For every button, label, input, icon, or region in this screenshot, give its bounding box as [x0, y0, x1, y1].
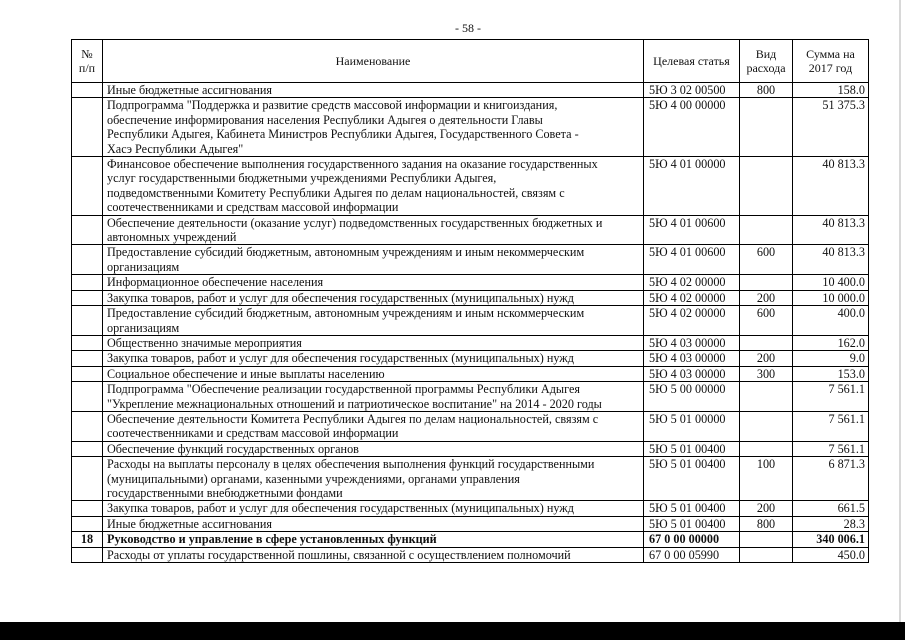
table-row: [72, 335, 869, 350]
table-row: [72, 441, 869, 456]
row-expense-type: [740, 157, 793, 216]
row-code: 5Ю 3 02 00500: [644, 83, 740, 98]
row-name: Обеспечение функций государственных органов: [103, 441, 644, 456]
row-expense-type: [740, 532, 793, 547]
row-expense-type: 100: [740, 457, 793, 501]
row-sum: 28.3: [793, 516, 869, 531]
row-number: [72, 83, 103, 98]
row-number: [72, 501, 103, 516]
row-name: Закупка товаров, работ и услуг для обеспечения государственных (муниципальных) нужд: [103, 501, 644, 516]
table-row: [72, 83, 869, 98]
row-code: 5Ю 5 01 00400: [644, 457, 740, 501]
row-code: 5Ю 4 02 00000: [644, 290, 740, 305]
row-expense-type: 200: [740, 501, 793, 516]
row-expense-type: 800: [740, 516, 793, 531]
row-name: Расходы на выплаты персоналу в целях обеспечения выполнения функций государственными (муниципальными) органами, казенными учреждениями, органами управления государственными внебюджетными фондами: [103, 457, 644, 501]
row-expense-type: 600: [740, 245, 793, 275]
row-code: 5Ю 5 01 00000: [644, 411, 740, 441]
row-expense-type: 200: [740, 351, 793, 366]
row-name: Финансовое обеспечение выполнения государственного задания на оказание государственных услуг государственными бюджетными учреждениями Республики Адыгея, подведомственными Комитету Республики Адыгея по делам национальностей, связям с соотечественниками и средствам массовой информации: [103, 157, 644, 216]
row-number: [72, 157, 103, 216]
row-expense-type: [740, 547, 793, 562]
row-code: 5Ю 4 01 00000: [644, 157, 740, 216]
row-code: 5Ю 4 02 00000: [644, 275, 740, 290]
row-name: Обеспечение деятельности (оказание услуг) подведомственных государственных бюджетных и автономных учреждений: [103, 215, 644, 245]
row-sum: 40 813.3: [793, 245, 869, 275]
row-sum: 153.0: [793, 366, 869, 381]
row-code: 5Ю 4 01 00600: [644, 245, 740, 275]
row-name: Информационное обеспечение населения: [103, 275, 644, 290]
row-name: Закупка товаров, работ и услуг для обеспечения государственных (муниципальных) нужд: [103, 351, 644, 366]
row-number: [72, 382, 103, 412]
row-expense-type: [740, 441, 793, 456]
row-sum: 7 561.1: [793, 441, 869, 456]
row-sum: 10 400.0: [793, 275, 869, 290]
row-sum: 51 375.3: [793, 98, 869, 157]
table-row: [72, 501, 869, 516]
row-sum: 7 561.1: [793, 382, 869, 412]
table-row-section: [72, 532, 869, 547]
row-name: Общественно значимые мероприятия: [103, 335, 644, 350]
row-expense-type: [740, 411, 793, 441]
header-code: Целевая статья: [644, 40, 740, 83]
row-number: [72, 366, 103, 381]
row-sum: 162.0: [793, 335, 869, 350]
row-number: [72, 275, 103, 290]
row-sum: 450.0: [793, 547, 869, 562]
table-row: [72, 516, 869, 531]
row-number: [72, 290, 103, 305]
row-sum: 7 561.1: [793, 411, 869, 441]
row-expense-type: [740, 215, 793, 245]
table-header-row: [72, 40, 869, 83]
row-number: [72, 516, 103, 531]
row-expense-type: [740, 335, 793, 350]
row-name: Расходы от уплаты государственной пошлины, связанной с осуществлением полномочий: [103, 547, 644, 562]
row-expense-type: [740, 275, 793, 290]
row-sum: 9.0: [793, 351, 869, 366]
row-sum: 661.5: [793, 501, 869, 516]
row-name: Социальное обеспечение и иные выплаты населению: [103, 366, 644, 381]
row-number: 18: [72, 532, 103, 547]
row-name: Иные бюджетные ассигнования: [103, 83, 644, 98]
row-number: [72, 245, 103, 275]
table-row: [72, 245, 869, 275]
header-sum: Сумма на 2017 год: [793, 40, 869, 83]
row-code: 5Ю 4 03 00000: [644, 335, 740, 350]
row-code: 5Ю 4 03 00000: [644, 351, 740, 366]
row-code: 67 0 00 00000: [644, 532, 740, 547]
row-code: 5Ю 5 01 00400: [644, 501, 740, 516]
row-code: 5Ю 5 01 00400: [644, 441, 740, 456]
row-number: [72, 457, 103, 501]
row-sum: 400.0: [793, 306, 869, 336]
row-sum: 10 000.0: [793, 290, 869, 305]
row-expense-type: 800: [740, 83, 793, 98]
budget-table: [71, 39, 869, 563]
table-row: [72, 547, 869, 562]
page-number: - 58 -: [455, 21, 481, 35]
row-expense-type: 300: [740, 366, 793, 381]
table-row: [72, 98, 869, 157]
row-name: Подпрограмма "Обеспечение реализации государственной программы Республики Адыгея "Укрепление межнациональных отношений и патриотическое воспитание" на 2014 - 2020 годы: [103, 382, 644, 412]
table-row: [72, 275, 869, 290]
row-number: [72, 547, 103, 562]
row-sum: 158.0: [793, 83, 869, 98]
table-row: [72, 411, 869, 441]
scan-edge-shadow: [899, 0, 901, 622]
row-expense-type: 200: [740, 290, 793, 305]
row-code: 5Ю 4 02 00000: [644, 306, 740, 336]
header-number: № п/п: [72, 40, 103, 83]
row-sum: 340 006.1: [793, 532, 869, 547]
header-expense-type: Вид расхода: [740, 40, 793, 83]
row-name: Руководство и управление в сфере установленных функций: [103, 532, 644, 547]
row-code: 67 0 00 05990: [644, 547, 740, 562]
row-number: [72, 335, 103, 350]
row-name: Предоставление субсидий бюджетным, автономным учреждениям и иным некоммерческим организациям: [103, 245, 644, 275]
row-name: Обеспечение деятельности Комитета Республики Адыгея по делам национальностей, связям с соотечественниками и средствам массовой информации: [103, 411, 644, 441]
header-name: Наименование: [103, 40, 644, 83]
row-number: [72, 98, 103, 157]
row-number: [72, 351, 103, 366]
table-row: [72, 157, 869, 216]
row-sum: 6 871.3: [793, 457, 869, 501]
row-name: Иные бюджетные ассигнования: [103, 516, 644, 531]
row-number: [72, 306, 103, 336]
table-row: [72, 366, 869, 381]
row-number: [72, 215, 103, 245]
scan-border-band: [0, 622, 905, 640]
row-code: 5Ю 5 00 00000: [644, 382, 740, 412]
row-sum: 40 813.3: [793, 215, 869, 245]
row-number: [72, 441, 103, 456]
row-name: Подпрограмма "Поддержка и развитие средств массовой информации и книгоиздания, обеспечение информирования населения Республики Адыгея о деятельности Главы Республики Адыгея, Кабинета Министров Республики Адыгея, Государственного Совета - Хасэ Республики Адыгея": [103, 98, 644, 157]
row-name: Предоставление субсидий бюджетным, автономным учреждениям и иным нскоммерческим организациям: [103, 306, 644, 336]
table-row: [72, 351, 869, 366]
row-expense-type: [740, 382, 793, 412]
table-row: [72, 382, 869, 412]
table-row: [72, 306, 869, 336]
row-expense-type: [740, 98, 793, 157]
row-expense-type: 600: [740, 306, 793, 336]
row-name: Закупка товаров, работ и услуг для обеспечения государственных (муниципальных) нужд: [103, 290, 644, 305]
row-code: 5Ю 4 01 00600: [644, 215, 740, 245]
row-code: 5Ю 4 03 00000: [644, 366, 740, 381]
table-row: [72, 457, 869, 501]
row-number: [72, 411, 103, 441]
table-row: [72, 215, 869, 245]
row-code: 5Ю 5 01 00400: [644, 516, 740, 531]
row-sum: 40 813.3: [793, 157, 869, 216]
table-row: [72, 290, 869, 305]
row-code: 5Ю 4 00 00000: [644, 98, 740, 157]
